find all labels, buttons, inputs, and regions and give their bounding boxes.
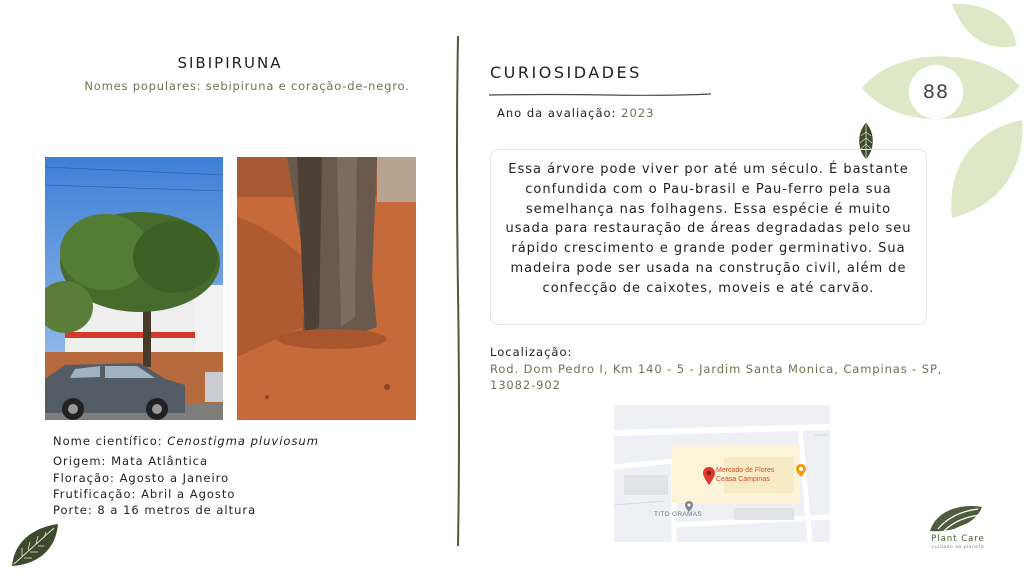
fruiting-value: Abril a Agosto <box>141 487 236 501</box>
info-flowering <box>53 471 229 485</box>
info-scientific-name <box>53 434 319 448</box>
year-label: Ano da avaliação: <box>497 106 622 120</box>
info-label: Porte: <box>53 503 98 517</box>
scientific-name-value: Cenostigma pluviosum <box>167 434 319 448</box>
popular-names: Nomes populares: sebipiruna e coração-de-negro. <box>84 79 410 93</box>
poi-pin-icon[interactable] <box>685 497 693 508</box>
title-underline <box>489 84 711 92</box>
size-value: 8 a 16 metros de altura <box>97 503 257 517</box>
info-origin <box>53 454 208 468</box>
location-map[interactable] <box>614 405 830 542</box>
brand-name: Plant Care <box>931 534 985 544</box>
location-label: Localização: <box>490 345 573 359</box>
map-pin-icon[interactable] <box>703 467 715 485</box>
leaf-icon <box>8 522 62 570</box>
column-divider <box>455 36 461 546</box>
curiosities-title: CURIOSIDADES <box>490 63 642 82</box>
location-address <box>490 362 960 393</box>
info-label: Nome científico: <box>53 434 168 448</box>
info-label: Origem: <box>53 454 112 468</box>
trunk-photo <box>237 157 416 420</box>
flowering-value: Agosto a Janeiro <box>119 471 230 485</box>
origin-value: Mata Atlântica <box>111 454 209 468</box>
info-label: Frutificação: <box>53 487 142 501</box>
place-label[interactable] <box>716 467 774 484</box>
address-line: Rod. Dom Pedro I, Km 140 - 5 - Jardim Santa Monica, Campinas - SP, <box>490 362 943 376</box>
description-text: Essa árvore pode viver por até um século. É bastante confundida com o Pau-brasil e Pau-ferro pela sua semelhança nas folhagens. Essa espécie é muito usada para restauração de áreas degradadas pelo seu rápido crescimento e grande poder germinativo. Sua madeira pode ser usada na construção civil, além de confecção de caixotes, moveis e até carvão. <box>505 162 912 296</box>
info-size <box>53 503 256 517</box>
page-number: 88 <box>909 65 963 119</box>
place-name: Mercado de Flores <box>716 467 775 474</box>
species-title: SIBIPIRUNA <box>177 54 283 72</box>
place-pin-icon[interactable] <box>796 462 806 475</box>
poi-label: TITO GRAMAS <box>654 511 702 518</box>
place-subname: Ceasa Campinas <box>716 475 770 483</box>
brand-tagline: cuidado ao planeta <box>931 545 985 550</box>
evaluation-year <box>497 106 654 120</box>
year-value: 2023 <box>621 106 655 120</box>
tree-photo <box>45 157 223 420</box>
info-fruiting <box>53 487 235 501</box>
info-label: Floração: <box>53 471 120 485</box>
postal-code: 13082-902 <box>490 377 561 392</box>
